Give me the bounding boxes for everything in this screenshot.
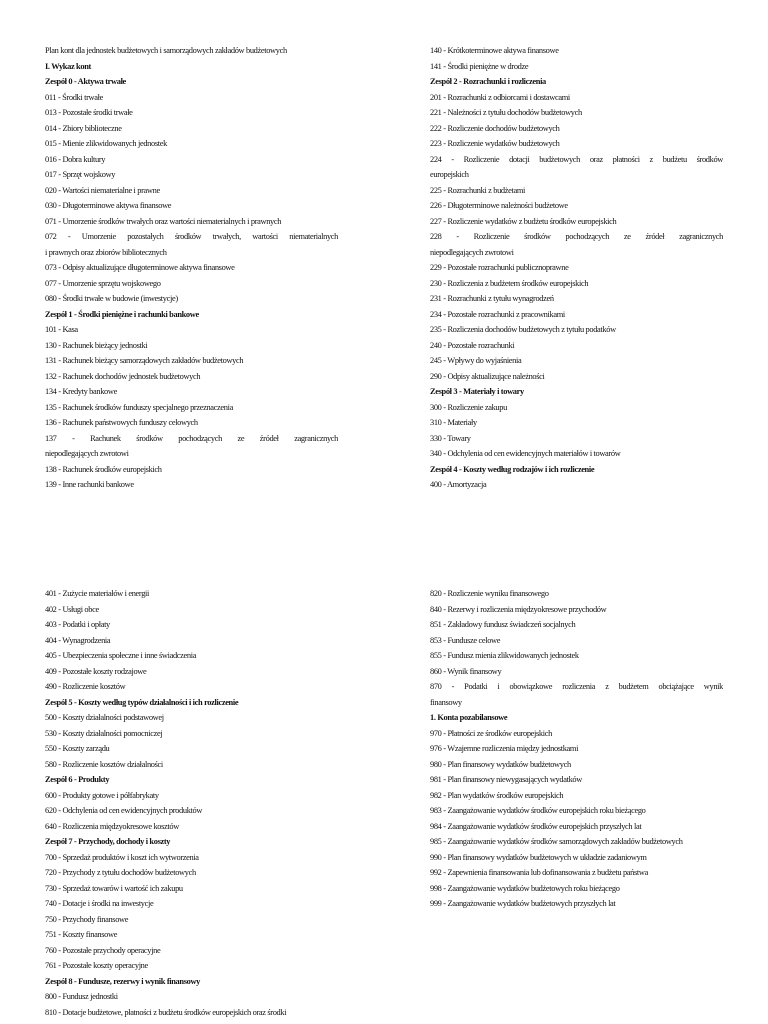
account-line: 992 - Zapewnienia finansowania lub dofinansowania z budżetu państwa <box>430 868 648 877</box>
account-line: 224 - Rozliczenie dotacji budżetowych oraz płatności z budżetu środków <box>430 154 723 164</box>
section-heading: Zespół 7 - Przychody, dochody i koszty <box>45 837 171 846</box>
section-heading: 1. Konta pozabilansowe <box>430 713 508 722</box>
account-line: 730 - Sprzedaż towarów i wartość ich zakupu <box>45 883 183 893</box>
account-line: 201 - Rozrachunki z odbiorcami i dostawcami <box>430 92 570 102</box>
account-line: niepodlegających zwrotowi <box>430 247 514 257</box>
account-line: 130 - Rachunek bieżący jednostki <box>45 340 148 350</box>
account-line: 840 - Rezerwy i rozliczenia międzyokresowe przychodów <box>430 604 607 614</box>
account-line: 245 - Wpływy do wyjaśnienia <box>430 356 522 365</box>
section-heading: Zespół 4 - Koszty według rodzajów i ich rozliczenie <box>430 464 595 474</box>
account-line: 983 - Zaangażowanie wydatków środków europejskich roku bieżącego <box>430 806 646 815</box>
account-line: 982 - Plan wydatków środków europejskich <box>430 790 564 800</box>
account-line: 132 - Rachunek dochodów jednostek budżetowych <box>45 371 201 381</box>
account-line: 030 - Długoterminowe aktywa finansowe <box>45 201 172 210</box>
account-line: 136 - Rachunek państwowych funduszy celowych <box>45 418 198 427</box>
account-line: Plan kont dla jednostek budżetowych i samorządowych zakładów budżetowych <box>45 46 287 55</box>
account-line: 810 - Dotacje budżetowe, płatności z budżetu środków europejskich oraz środki <box>45 1007 287 1017</box>
page-column-bottom-right <box>430 586 723 912</box>
account-line: 330 - Towary <box>430 433 471 443</box>
account-line: 490 - Rozliczenie kosztów <box>45 682 126 691</box>
account-line: 071 - Umorzenie środków trwałych oraz wartości niematerialnych i prawnych <box>45 216 282 226</box>
account-line: 231 - Rozrachunki z tytułu wynagrodzeń <box>430 294 554 303</box>
account-line: 851 - Zakładowy fundusz świadczeń socjalnych <box>430 620 576 629</box>
account-line: 981 - Plan finansowy niewygasających wydatków <box>430 775 582 784</box>
account-line: 141 - Środki pieniężne w drodze <box>430 61 529 71</box>
account-line: europejskich <box>430 170 469 179</box>
account-line: 530 - Koszty działalności pomocniczej <box>45 728 163 738</box>
account-line: 014 - Zbiory biblioteczne <box>45 123 122 133</box>
section-heading: Zespół 6 - Produkty <box>45 775 110 784</box>
account-line: 138 - Rachunek środków europejskich <box>45 464 162 474</box>
account-line: 640 - Rozliczenia międzyokresowe kosztów <box>45 821 179 831</box>
account-line: 340 - Odchylenia od cen ewidencyjnych materiałów i towarów <box>430 449 621 458</box>
account-line: 221 - Należności z tytułu dochodów budżetowych <box>430 108 582 117</box>
account-line: 240 - Pozostałe rozrachunki <box>430 340 515 350</box>
account-line: 227 - Rozliczenie wydatków z budżetu środków europejskich <box>430 216 617 226</box>
account-line: finansowy <box>430 697 462 707</box>
account-line: 820 - Rozliczenie wyniku finansowego <box>430 589 549 598</box>
account-line: 740 - Dotacje i środki na inwestycje <box>45 899 154 908</box>
account-line: 230 - Rozliczenia z budżetem środków europejskich <box>430 278 589 288</box>
section-heading: Zespół 0 - Aktywa trwałe <box>45 77 126 86</box>
account-line: 860 - Wynik finansowy <box>430 666 502 676</box>
section-heading: Zespół 8 - Fundusze, rezerwy i wynik finansowy <box>45 976 200 986</box>
section-heading: I. Wykaz kont <box>45 61 91 71</box>
account-line: 013 - Pozostałe środki trwałe <box>45 108 133 117</box>
account-line: 235 - Rozliczenia dochodów budżetowych z tytułu podatków <box>430 325 616 334</box>
account-line: 760 - Pozostałe przychody operacyjne <box>45 945 161 955</box>
account-line: 700 - Sprzedaż produktów i koszt ich wytworzenia <box>45 852 199 862</box>
account-line: 290 - Odpisy aktualizujące należności <box>430 371 545 381</box>
account-line: 310 - Materiały <box>430 418 477 427</box>
account-line: 011 - Środki trwałe <box>45 92 103 102</box>
section-heading: Zespół 2 - Rozrachunki i rozliczenia <box>430 77 546 86</box>
account-line: 401 - Zużycie materiałów i energii <box>45 589 149 598</box>
account-line: i prawnych oraz zbiorów bibliotecznych <box>45 247 167 257</box>
account-line: 970 - Płatności ze środków europejskich <box>430 728 552 738</box>
account-line: 600 - Produkty gotowe i półfabrykaty <box>45 790 159 800</box>
account-line: 134 - Kredyty bankowe <box>45 387 117 396</box>
account-line: 131 - Rachunek bieżący samorządowych zakładów budżetowych <box>45 356 244 365</box>
page-column-top-right <box>430 43 723 493</box>
account-line: 999 - Zaangażowanie wydatków budżetowych przyszłych lat <box>430 899 616 908</box>
account-line: 017 - Sprzęt wojskowy <box>45 170 116 179</box>
account-line: 226 - Długoterminowe należności budżetowe <box>430 201 568 210</box>
account-line: 234 - Pozostałe rozrachunki z pracownikami <box>430 309 565 319</box>
account-line: 980 - Plan finansowy wydatków budżetowych <box>430 759 571 769</box>
account-line: 400 - Amortyzacja <box>430 480 487 489</box>
account-line: 976 - Wzajemne rozliczenia między jednostkami <box>430 744 579 753</box>
account-line: 072 - Umorzenie pozostałych środków trwałych, wartości niematerialnych <box>45 232 338 241</box>
account-line: 225 - Rozrachunki z budżetami <box>430 185 525 195</box>
account-line: 404 - Wynagrodzenia <box>45 635 111 645</box>
account-line: 720 - Przychody z tytułu dochodów budżetowych <box>45 868 196 877</box>
section-heading: Zespół 3 - Materiały i towary <box>430 387 524 396</box>
account-line: 550 - Koszty zarządu <box>45 744 110 753</box>
account-line: 135 - Rachunek środków funduszy specjalnego przeznaczenia <box>45 402 233 412</box>
account-line: 300 - Rozliczenie zakupu <box>430 402 507 412</box>
account-line: 990 - Plan finansowy wydatków budżetowych w układzie zadaniowym <box>430 852 647 862</box>
account-line: 015 - Mienie zlikwidowanych jednostek <box>45 139 167 148</box>
account-line: 073 - Odpisy aktualizujące długoterminowe aktywa finansowe <box>45 263 235 272</box>
account-line: 222 - Rozliczenie dochodów budżetowych <box>430 123 560 133</box>
account-line: 855 - Fundusz mienia zlikwidowanych jednostek <box>430 651 579 660</box>
account-line: 620 - Odchylenia od cen ewidencyjnych produktów <box>45 806 203 815</box>
account-line: 229 - Pozostałe rozrachunki publicznoprawne <box>430 263 569 272</box>
account-line: 800 - Fundusz jednostki <box>45 992 118 1001</box>
account-line: 228 - Rozliczenie środków pochodzących ze źródeł zagranicznych <box>430 232 723 241</box>
account-line: 403 - Podatki i opłaty <box>45 620 110 629</box>
account-line: 080 - Środki trwałe w budowie (inwestycje) <box>45 294 178 303</box>
account-line: 402 - Usługi obce <box>45 604 99 614</box>
account-line: 985 - Zaangażowanie wydatków środków samorządowych zakładów budżetowych <box>430 837 683 846</box>
account-line: 137 - Rachunek środków pochodzących ze źródeł zagranicznych <box>45 433 338 443</box>
account-line: 998 - Zaangażowanie wydatków budżetowych roku bieżącego <box>430 883 620 893</box>
account-line: 409 - Pozostałe koszty rodzajowe <box>45 666 147 676</box>
account-line: 984 - Zaangażowanie wydatków środków europejskich przyszłych lat <box>430 821 642 831</box>
account-line: 223 - Rozliczenie wydatków budżetowych <box>430 139 560 148</box>
account-line: 077 - Umorzenie sprzętu wojskowego <box>45 278 161 288</box>
account-line: 853 - Fundusze celowe <box>430 635 501 645</box>
page-column-bottom-left <box>45 586 338 1020</box>
account-line: 761 - Pozostałe koszty operacyjne <box>45 961 148 970</box>
account-line: 750 - Przychody finansowe <box>45 914 129 924</box>
section-heading: Zespół 1 - Środki pieniężne i rachunki bankowe <box>45 309 199 319</box>
account-line: 140 - Krótkoterminowe aktywa finansowe <box>430 46 559 55</box>
account-line: 020 - Wartości niematerialne i prawne <box>45 185 160 195</box>
account-line: 139 - Inne rachunki bankowe <box>45 480 134 489</box>
section-heading: Zespół 5 - Koszty według typów działalności i ich rozliczenie <box>45 697 239 707</box>
account-line: 405 - Ubezpieczenia społeczne i inne świadczenia <box>45 651 197 660</box>
account-line: niepodlegających zwrotowi <box>45 449 129 458</box>
account-line: 101 - Kasa <box>45 325 78 334</box>
account-line: 500 - Koszty działalności podstawowej <box>45 713 164 722</box>
account-line: 016 - Dobra kultury <box>45 154 106 164</box>
account-line: 870 - Podatki i obowiązkowe rozliczenia z budżetem obciążające wynik <box>430 682 723 691</box>
account-line: 580 - Rozliczenie kosztów działalności <box>45 759 163 769</box>
page-column-top-left <box>45 43 338 493</box>
account-line: 751 - Koszty finansowe <box>45 930 118 939</box>
